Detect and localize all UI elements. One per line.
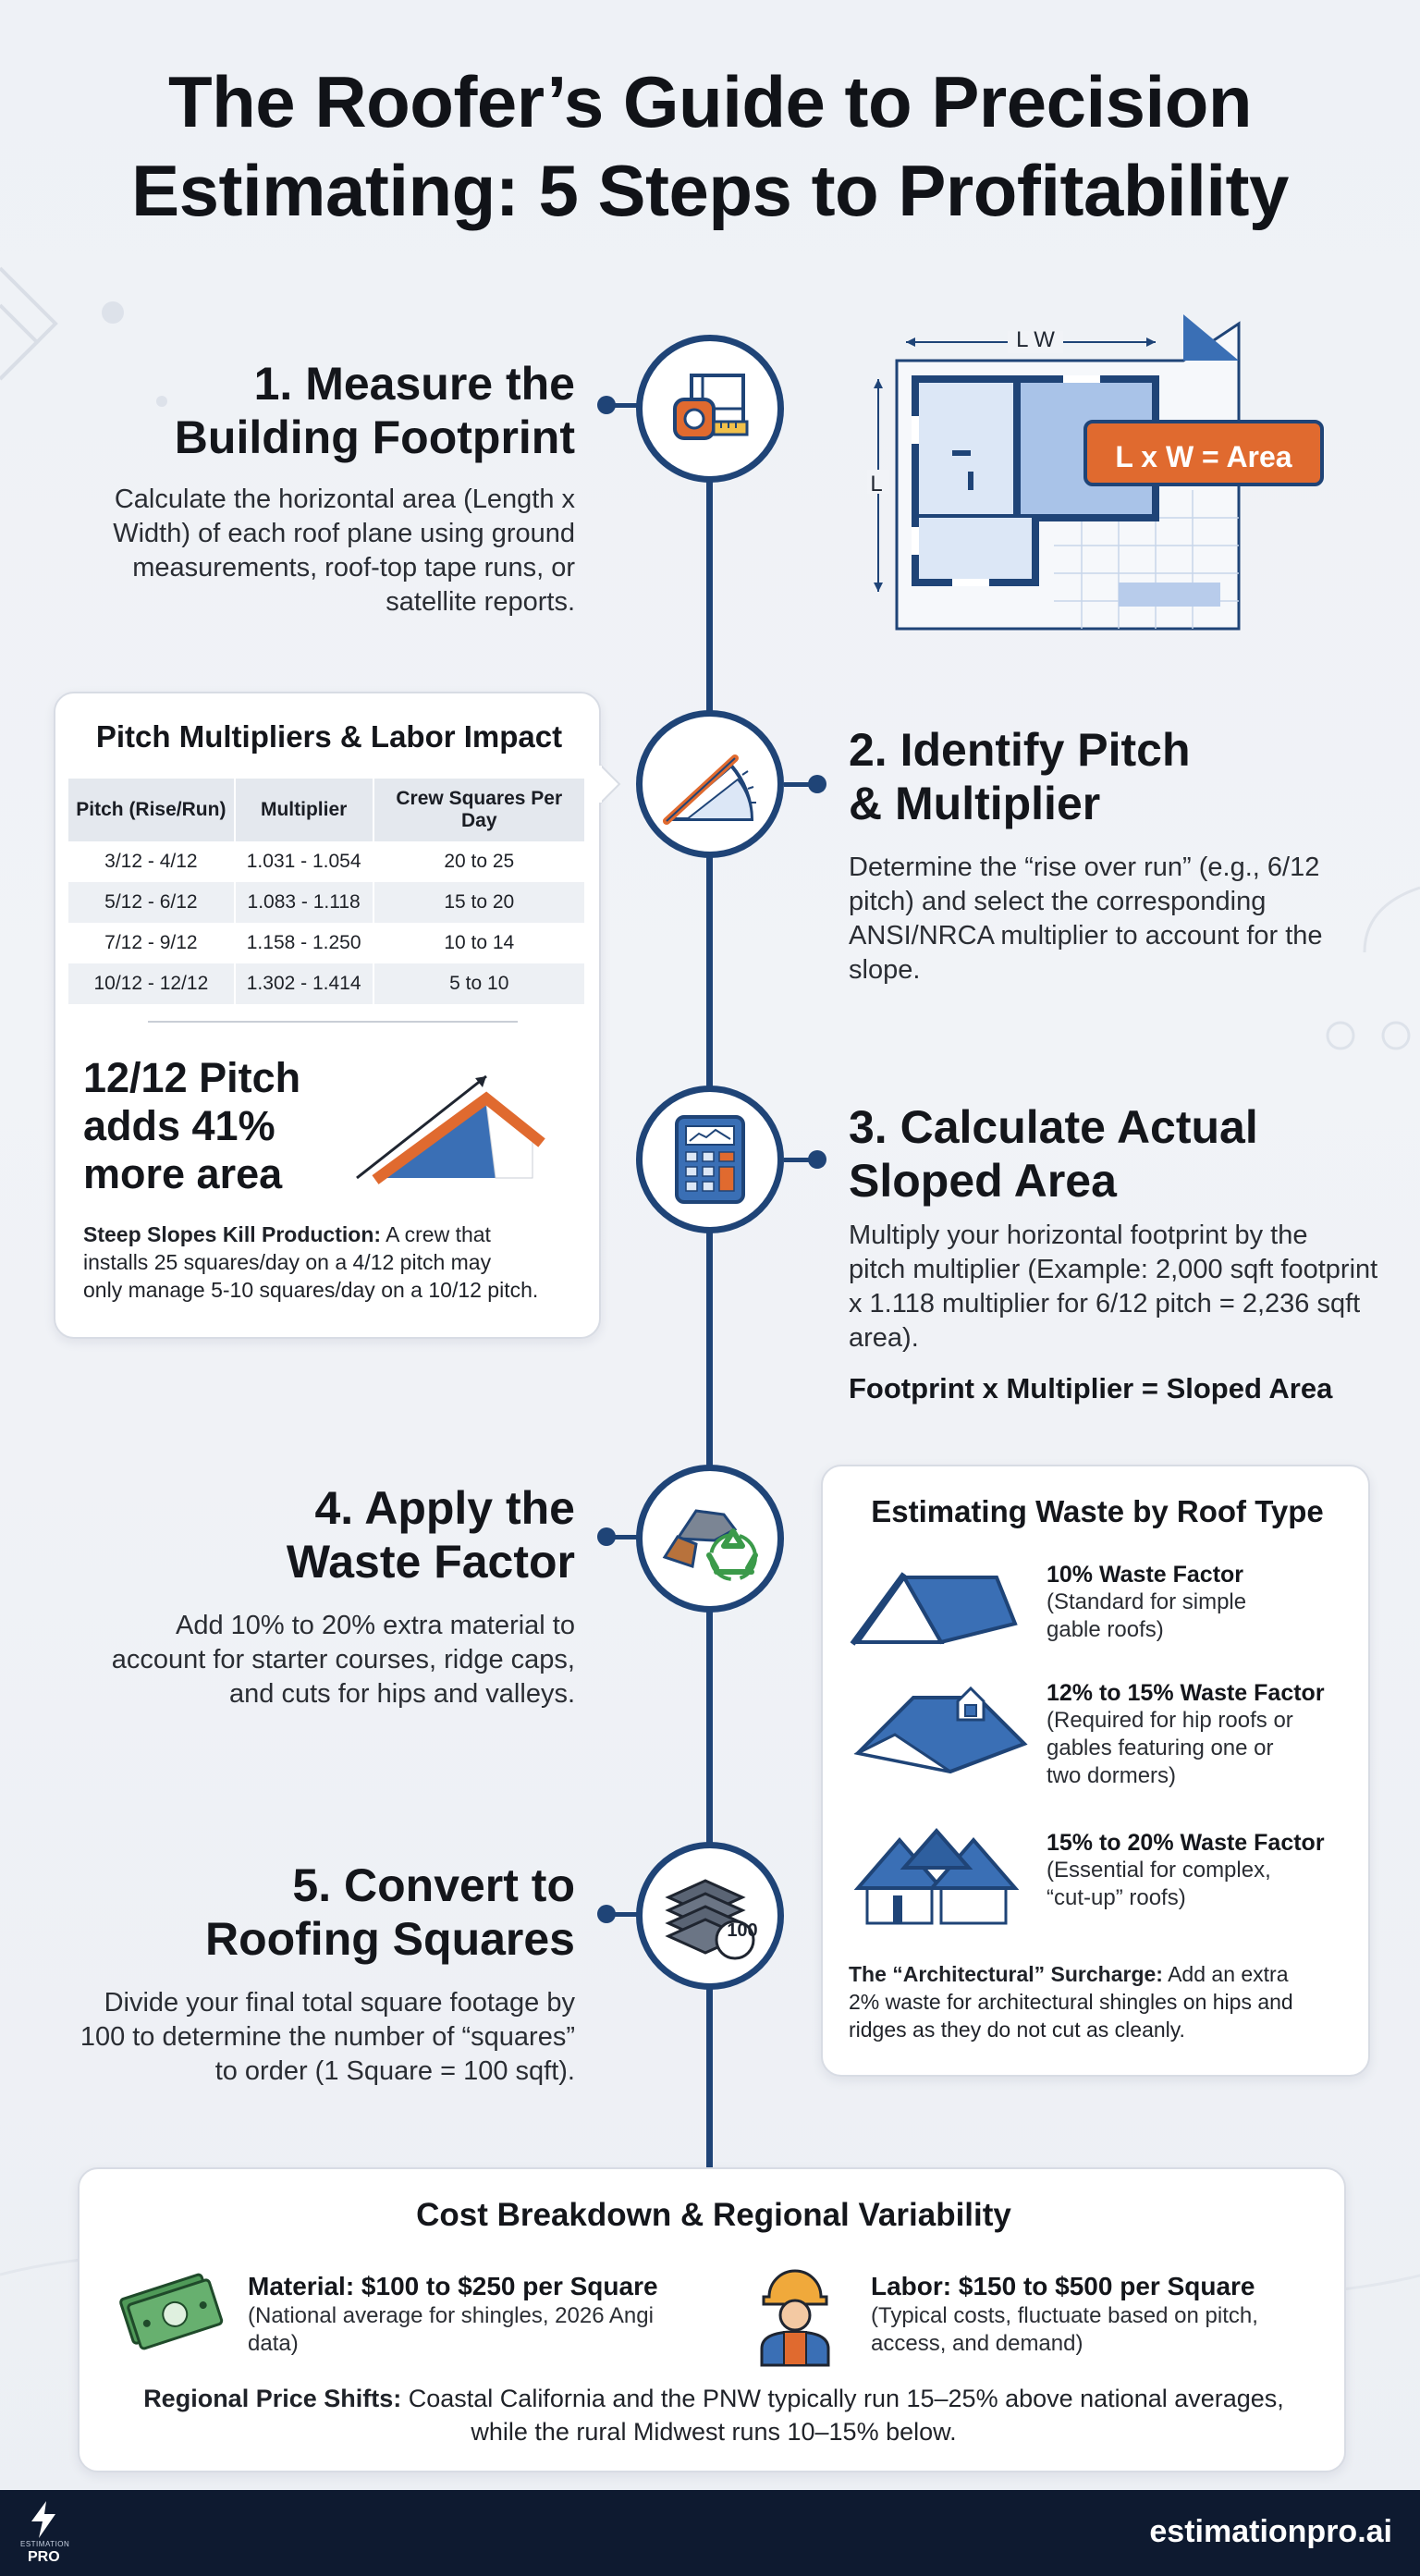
table-cell: 1.302 - 1.414	[235, 963, 373, 1004]
table-cell: 10 to 14	[373, 923, 585, 963]
step-3-circle	[636, 1086, 784, 1233]
step-2-connector-dot	[808, 775, 826, 793]
step-2-circle	[636, 710, 784, 858]
step-2-body: Determine the “rise over run” (e.g., 6/12 pitch) and select the corresponding ANSI/NRCA multiplier to account for the slope.	[849, 853, 1323, 985]
lightning-logo-icon	[28, 2501, 59, 2538]
protractor-icon	[659, 738, 761, 830]
pitch-multipliers-card	[54, 692, 601, 1339]
architectural-surcharge-note: The “Architectural” Surcharge: Add an extra 2% waste for architectural shingles on hips and ridges as they do not cut as cleanly.	[849, 1962, 1293, 2042]
labor-cost	[871, 2271, 1333, 2358]
worker-icon	[749, 2265, 841, 2367]
labor-cost-title: Labor: $150 to $500 per Square	[871, 2272, 1255, 2300]
step-1-circle	[636, 335, 784, 483]
squares-badge: 100	[727, 1920, 758, 1941]
step-4-circle	[636, 1465, 784, 1613]
table-header-cell: Multiplier	[235, 779, 373, 841]
step-2-title: 2. Identify Pitch & Multiplier	[849, 724, 1191, 829]
steep-roof-icon	[348, 1049, 569, 1196]
regional-price-shifts: Regional Price Shifts: Coastal California and the PNW typically run 15–25% above national averages, while the rural Midwest runs 10–15% below.	[143, 2385, 1284, 2446]
area-formula-badge: L x W = Area	[1083, 420, 1324, 486]
footer-bar	[0, 2490, 1420, 2576]
pitch-card-divider	[148, 1021, 518, 1023]
step-3-connector-dot	[808, 1150, 826, 1169]
table-cell: 1.083 - 1.118	[235, 882, 373, 923]
pitch-table	[68, 779, 586, 1004]
table-header-cell: Pitch (Rise/Run)	[68, 779, 235, 841]
material-cost-title: Material: $100 to $250 per Square	[248, 2272, 658, 2300]
waste-item-1: 10% Waste Factor (Standard for simple gable roofs)	[1047, 1562, 1247, 1642]
waste-factor-card	[821, 1465, 1370, 2077]
pitch-card-pointer	[599, 764, 621, 804]
material-cost	[248, 2271, 728, 2358]
diagram-dim-top: L W	[1016, 327, 1055, 352]
title-line-1: The Roofer’s Guide to Precision	[167, 61, 1253, 142]
title-line-2: Estimating: 5 Steps to Profitability	[131, 150, 1289, 231]
table-row	[68, 963, 585, 1004]
waste-item-3: 15% to 20% Waste Factor (Essential for complex, “cut-up” roofs)	[1047, 1830, 1325, 1910]
table-row	[68, 923, 585, 963]
calculator-icon	[673, 1113, 747, 1206]
footer-domain-link[interactable]: estimationpro.ai	[1149, 2514, 1392, 2549]
complex-roof-icon	[849, 1822, 1024, 1932]
diagram-dim-side: L	[870, 472, 883, 497]
step-5-body: Divide your final total square footage by 100 to determine the number of “squares” to order (1 Square = 100 sqft).	[80, 1988, 575, 2086]
pitch-card-title: Pitch Multipliers & Labor Impact	[95, 719, 563, 754]
table-cell: 10/12 - 12/12	[68, 963, 235, 1004]
hip-roof-dormer-icon	[849, 1679, 1034, 1781]
table-cell: 7/12 - 9/12	[68, 923, 235, 963]
cost-breakdown-card	[78, 2167, 1346, 2472]
recycle-icon	[659, 1492, 761, 1585]
table-header-cell: Crew Squares Per Day	[373, 779, 585, 841]
labor-cost-desc: (Typical costs, fluctuate based on pitch, access, and demand)	[871, 2303, 1258, 2356]
waste-card-title: Estimating Waste by Roof Type	[871, 1494, 1324, 1528]
table-cell: 5/12 - 6/12	[68, 882, 235, 923]
money-icon	[113, 2265, 224, 2358]
table-cell: 3/12 - 4/12	[68, 841, 235, 882]
cost-card-title: Cost Breakdown & Regional Variability	[416, 2197, 1011, 2233]
step-3-title: 3. Calculate Actual Sloped Area	[849, 1101, 1258, 1207]
step-4-title: 4. Apply the Waste Factor	[286, 1482, 575, 1588]
step-4-body: Add 10% to 20% extra material to account for starter courses, ridge caps, and cuts for hips and valleys.	[111, 1611, 575, 1709]
table-cell: 5 to 10	[373, 963, 585, 1004]
step-5-circle	[636, 1842, 784, 1990]
page-title	[0, 57, 1420, 235]
tape-measure-icon	[664, 362, 756, 455]
shingle-stack-icon	[659, 1870, 761, 1962]
step-1-title: 1. Measure the Building Footprint	[174, 358, 575, 463]
table-cell: 1.158 - 1.250	[235, 923, 373, 963]
table-row	[68, 882, 585, 923]
sloped-area-formula: Footprint x Multiplier = Sloped Area	[849, 1372, 1333, 1405]
waste-item-2: 12% to 15% Waste Factor (Required for hip roofs or gables featuring one or two dormers)	[1047, 1680, 1325, 1788]
table-cell: 20 to 25	[373, 841, 585, 882]
gable-roof-icon	[849, 1559, 1024, 1651]
pitch-table-header	[68, 779, 585, 841]
table-cell: 1.031 - 1.054	[235, 841, 373, 882]
pitch-note: Steep Slopes Kill Production: A crew that installs 25 squares/day on a 4/12 pitch may only manage 5-10 squares/day on a 10/12 pitch.	[83, 1222, 539, 1302]
step-1-body: Calculate the horizontal area (Length x Width) of each roof plane using ground measurements, roof-top tape runs, or satellite reports.	[113, 485, 575, 617]
material-cost-desc: (National average for shingles, 2026 Angi data)	[248, 2303, 654, 2356]
step-3-body: Multiply your horizontal footprint by the pitch multiplier (Example: 2,000 sqft footprint x 1.118 multiplier for 6/12 pitch = 2,236 sqft area).	[849, 1221, 1378, 1353]
step-5-title: 5. Convert to Roofing Squares	[204, 1859, 575, 1965]
pitch-highlight: 12/12 Pitch adds 41% more area	[83, 1054, 301, 1197]
footer-logo-small: ESTIMATION	[20, 2540, 70, 2548]
footer-logo-big: PRO	[28, 2549, 60, 2565]
table-row	[68, 841, 585, 882]
table-cell: 15 to 20	[373, 882, 585, 923]
